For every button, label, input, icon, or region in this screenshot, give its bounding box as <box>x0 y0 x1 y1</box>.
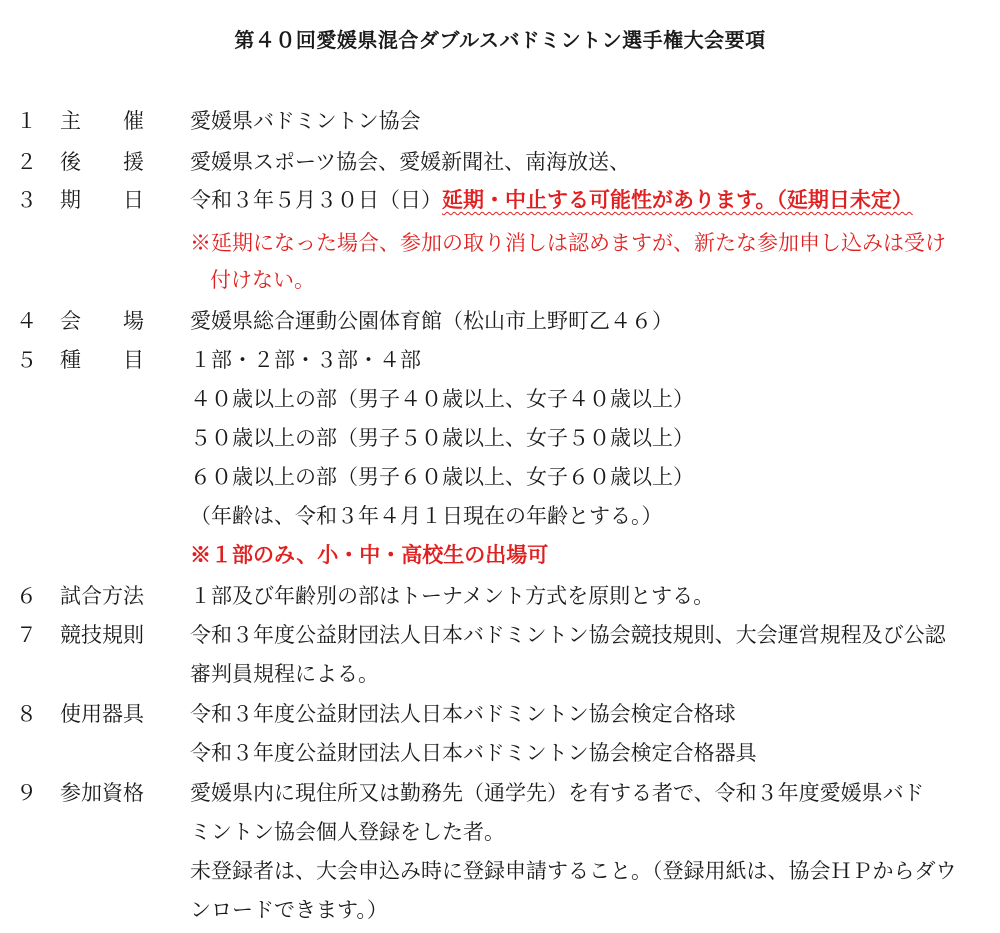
item-5-label: 種 目 <box>60 348 144 372</box>
item-5-line-6: ※１部のみ、小・中・高校生の出場可 <box>190 542 549 567</box>
item-2-number: ２ <box>16 150 37 174</box>
item-1-text: 愛媛県バドミントン協会 <box>190 109 421 133</box>
item-6-number: ６ <box>16 584 37 608</box>
item-3-note-line-2: 付けない。 <box>210 268 315 292</box>
item-7-line-2: 審判員規程による。 <box>190 662 379 686</box>
item-4-number: ４ <box>16 309 37 333</box>
document-title: 第４０回愛媛県混合ダブルスバドミントン選手権大会要項 <box>234 28 766 52</box>
item-2-text: 愛媛県スポーツ協会、愛媛新聞社、南海放送、 <box>190 150 631 174</box>
item-3-note-line-1: ※延期になった場合、参加の取り消しは認めますが、新たな参加申し込みは受け <box>190 231 946 255</box>
item-9-line-3: 未登録者は、大会申込み時に登録申請すること。（登録用紙は、協会ＨＰからダウ <box>190 859 957 883</box>
item-9-label: 参加資格 <box>60 781 144 805</box>
item-9-line-1: 愛媛県内に現住所又は勤務先（通学先）を有する者で、令和３年度愛媛県バド <box>190 781 925 805</box>
item-9-number: ９ <box>16 781 37 805</box>
item-5-line-4: ６０歳以上の部（男子６０歳以上、女子６０歳以上） <box>190 465 694 489</box>
event-date: 令和３年５月３０日（日） <box>190 188 442 212</box>
item-9-line-2: ミントン協会個人登録をした者。 <box>190 820 505 844</box>
item-4-label: 会 場 <box>60 309 144 333</box>
item-5-line-1: １部・２部・３部・４部 <box>190 348 421 372</box>
item-9-line-4: ンロードできます。） <box>190 898 388 922</box>
item-5-line-2: ４０歳以上の部（男子４０歳以上、女子４０歳以上） <box>190 387 694 411</box>
postpone-notice: 延期・中止する可能性があります。（延期日未定） <box>442 187 913 212</box>
item-5-number: ５ <box>16 348 37 372</box>
item-8-line-2: 令和３年度公益財団法人日本バドミントン協会検定合格器具 <box>190 741 757 765</box>
item-6-text: １部及び年齢別の部はトーナメント方式を原則とする。 <box>190 584 715 608</box>
item-5-line-3: ５０歳以上の部（男子５０歳以上、女子５０歳以上） <box>190 426 694 450</box>
item-2-label: 後 援 <box>60 150 144 174</box>
item-8-line-1: 令和３年度公益財団法人日本バドミントン協会検定合格球 <box>190 702 736 726</box>
item-1-number: １ <box>16 109 37 133</box>
item-8-label: 使用器具 <box>60 702 144 726</box>
item-8-number: ８ <box>16 702 37 726</box>
item-6-label: 試合方法 <box>60 584 144 608</box>
item-3-label: 期 日 <box>60 188 144 212</box>
item-7-label: 競技規則 <box>60 623 144 647</box>
item-4-text: 愛媛県総合運動公園体育館（松山市上野町乙４６） <box>190 309 673 333</box>
item-1-label: 主 催 <box>60 109 144 133</box>
item-3-number: ３ <box>16 188 37 212</box>
item-3-text <box>190 186 913 214</box>
item-7-line-1: 令和３年度公益財団法人日本バドミントン協会競技規則、大会運営規程及び公認 <box>190 623 946 647</box>
item-7-number: ７ <box>16 623 37 647</box>
item-5-line-5: （年齢は、令和３年４月１日現在の年齢とする。） <box>190 504 663 528</box>
